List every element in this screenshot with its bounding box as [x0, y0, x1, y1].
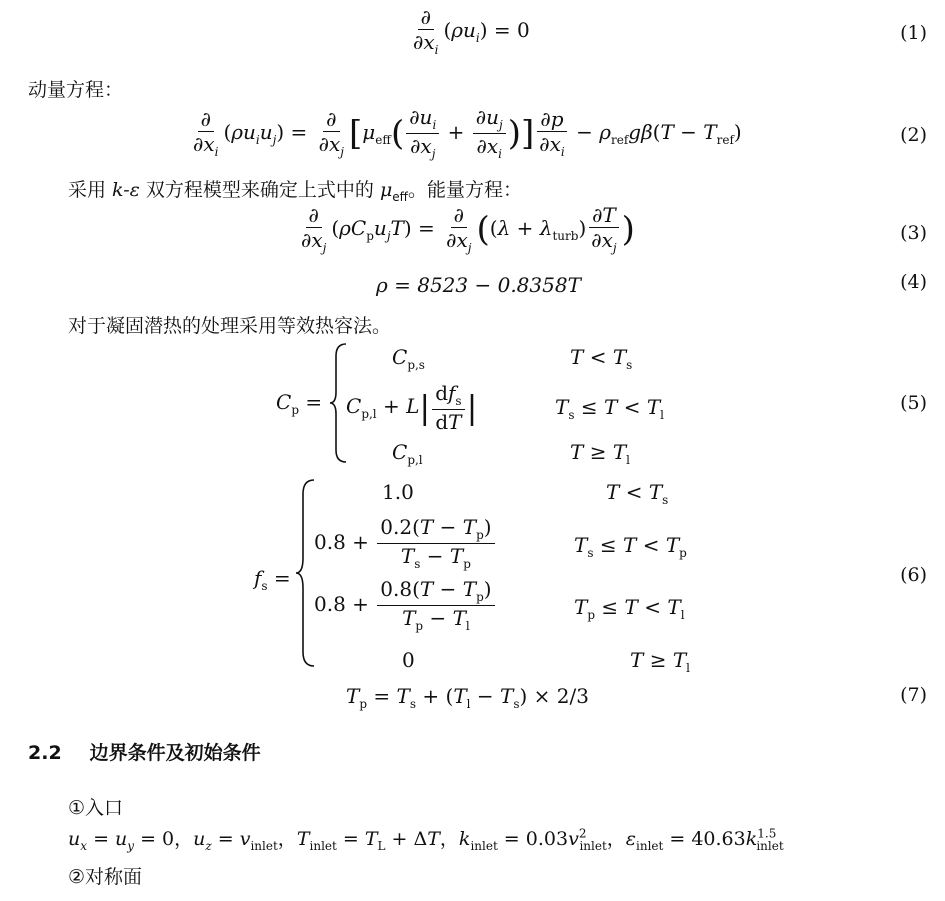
fs-case-4: 0 — [402, 648, 415, 672]
equation-3-number: (3) — [900, 222, 927, 244]
equation-1-number: (1) — [900, 22, 927, 44]
equation-7: $T_p = T_s + (T_l - T_s) \times 2/3$ — [346, 684, 589, 711]
equation-4: ρ = 8523 − 0.8358T — [376, 273, 581, 297]
cp-case-3: $C_{p,l}$ — [392, 440, 423, 467]
section-title: 边界条件及初始条件 — [89, 742, 261, 764]
fs-case-1: 1.0 — [382, 480, 414, 504]
fs-cond-1: $T < T_s$ — [606, 480, 669, 507]
fs-left-brace — [294, 478, 320, 668]
cp-case-1: $C_{p,s}$ — [392, 345, 425, 372]
kepsilon-symbol: k-ε — [112, 179, 140, 201]
cp-cond-3: $T \ge T_l$ — [570, 440, 631, 467]
symmetry-label: ②对称面 — [68, 866, 143, 888]
fs-cond-2: $T_s \le T < T_p$ — [574, 533, 687, 560]
cp-cond-1: $T < T_s$ — [570, 345, 633, 372]
equation-2: $\frac{\partial}{\partial x_i}$ $(\rho u_iu_j)$ = $\frac{\partial}{\partial x_j}$ [$\mu_{eff}$( $\frac{\partial u_i}{\partial x_j}$ + $\frac{\partial u_j}{\partial x_i}$ )] $\frac{\partial p}{\partial x_i}$ − $\rho_{ref}g\beta(T - T_{ref})$ — [193, 105, 742, 162]
section-heading — [28, 738, 261, 765]
fs-case-3: 0.8 + $\frac{0.8(T - T_p)}{T_p - T_l}$ — [314, 578, 497, 633]
inlet-conditions: $u_x = u_y = 0$，$u_z = v_{inlet}$，$T_{inlet} = T_L + \Delta T$，$k_{inlet} = 0.03v^2_{inlet}$，$\varepsilon_{inlet} = 40.63k^{1.5}_{inlet}$ — [68, 826, 784, 853]
fs-cond-3: $T_p \le T < T_l$ — [574, 595, 685, 622]
kepsilon-sentence-f: 。能量方程： — [407, 179, 522, 201]
equation-2-number: (2) — [900, 124, 927, 146]
cp-cond-2: $T_s \le T < T_l$ — [555, 395, 665, 422]
cp-case-2: $C_{p,l} + L|$ $\frac{df_s}{dT}$ | — [346, 381, 478, 435]
inlet-label: ①入口 — [68, 797, 124, 819]
mu-symbol: μ — [379, 179, 393, 201]
equation-6-number: (6) — [900, 564, 927, 586]
equation-7-number: (7) — [900, 684, 927, 706]
equation-3: $\frac{\partial}{\partial x_j}$ $(\rho C_pu_jT)$ = $\frac{\partial}{\partial x_j}$ ($(\lambda + \lambda_{turb})$ $\frac{\partial T}{\partial x_j}$ ) — [301, 203, 635, 255]
fs-cond-4: $T \ge T_l$ — [630, 648, 691, 675]
equation-4-number: (4) — [900, 271, 927, 293]
momentum-label: 动量方程： — [28, 79, 124, 101]
equation-5-number: (5) — [900, 392, 927, 414]
section-number: 2.2 — [28, 742, 62, 764]
kepsilon-sentence-c: 双方程模型来确定上式中的 — [139, 179, 380, 201]
fs-case-2: 0.8 + $\frac{0.2(T - T_p)}{T_s - T_p}$ — [314, 516, 497, 571]
kepsilon-sentence-a: 采用 — [68, 179, 113, 201]
mu-subscript: eff — [392, 189, 408, 204]
latent-heat-sentence: 对于凝固潜热的处理采用等效热容法。 — [68, 315, 392, 337]
kepsilon-sentence — [68, 175, 522, 204]
equation-1: $\frac{\partial}{\partial x_i}$ $(\rho u_i) = 0$ — [413, 5, 530, 57]
